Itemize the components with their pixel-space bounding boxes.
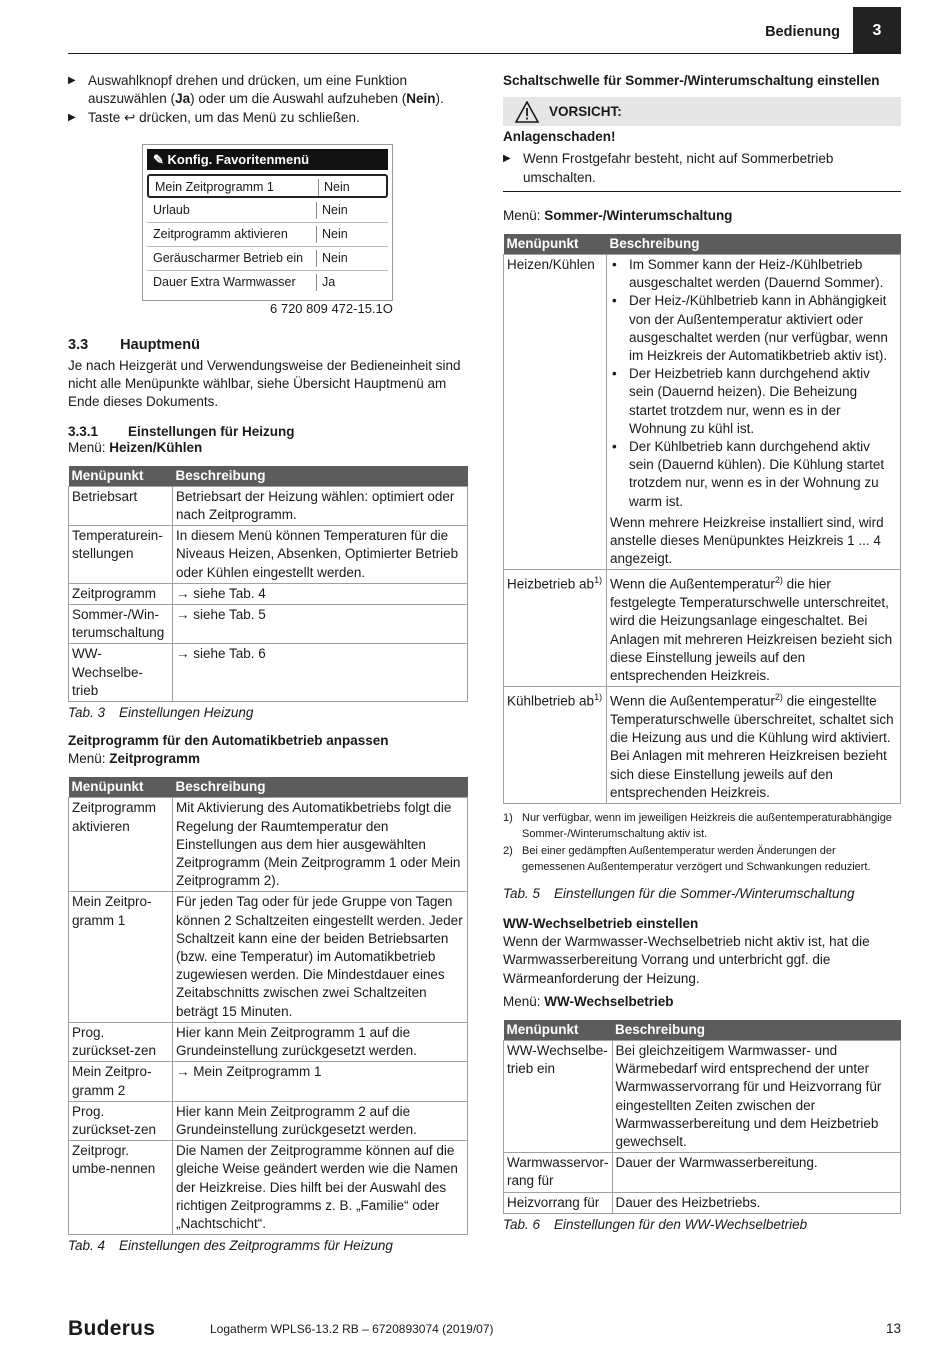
- table-row: Sommer-/Win-terumschaltung → siehe Tab. 5: [69, 605, 468, 644]
- table-5-footnotes: [503, 810, 901, 875]
- menu-path: Menü: Heizen/Kühlen: [68, 439, 203, 455]
- chapter-number-tab: 3: [853, 7, 901, 54]
- table-6-caption: Tab. 6 Einstellungen für den WW-Wechselbetrieb: [503, 1216, 808, 1232]
- table-row: Zeitprogramm → siehe Tab. 4: [69, 583, 468, 604]
- instruction-2: ▶ Taste ↩ drücken, um das Menü zu schließen.: [68, 109, 468, 127]
- caution-banner: [503, 97, 901, 126]
- table-row: Mein Zeitpro-gramm 1 Für jeden Tag oder für jede Gruppe von Tagen können 2 Schaltzeiten eingestellt werden. Jeder Schaltzeit kann eine der beiden Betriebsarten (bzw. eine Temperatur) im Automatikbetrieb zugewiesen werden. Die Mindestdauer eines Zeitabschnitts zwischen zwei Schaltzeiten beträgt 15 Minuten.: [69, 892, 468, 1022]
- menu-path: Menü: WW-Wechselbetrieb: [503, 993, 674, 1009]
- running-header-title: Bedienung: [765, 24, 840, 40]
- favorites-menu-screen: [142, 144, 393, 301]
- table-3-caption: Tab. 3 Einstellungen Heizung: [68, 705, 254, 721]
- screen-row: Urlaub Nein: [147, 199, 388, 223]
- schaltschwelle-heading: Schaltschwelle für Sommer-/Winterumschaltung einstellen: [503, 73, 880, 88]
- table-row: Heizen/Kühlen • Im Sommer kann der Heiz-/Kühlbetrieb ausgeschaltet werden (Dauernd Sommer). • Der Heiz-/Kühlbetrieb kann in Abhängigkeit von der Außentemperatur aktiviert oder ausgeschaltet werden (nur verfügbar, wenn im Heizkreis der Automatikbetrieb aktiv ist). • Der Heizbetrieb kann durchgehend aktiv sein (Dauernd heizen). Die Beheizung startet trotzdem nur, wenn es in der Wohnung zu kühl ist. • Der Kühlbetrieb kann durchgehend aktiv sein (Dauernd kühlen). Die Kühlung startet trotzdem nur, wenn es in der Wohnung zu warm ist. Wenn mehrere Heizkreise installiert sind, wird anstelle dieses Menüpunktes Heizkreis 1 ... 4 angezeigt.: [504, 255, 901, 570]
- footnote: 1) Nur verfügbar, wenn im jeweiligen Heizkreis die außentemperaturabhängige Sommer-/Winterumschaltung aktiv ist.: [503, 811, 892, 840]
- section-intro: Je nach Heizgerät und Verwendungsweise der Bedieneinheit sind nicht alle Menüpunkte wählbar, siehe Übersicht Hauptmenü am Ende dieses Dokuments.: [68, 358, 461, 410]
- table-4-caption: Tab. 4 Einstellungen des Zeitprogramms für Heizung: [68, 1238, 393, 1254]
- table-row: Betriebsart Betriebsart der Heizung wählen: optimiert oder nach Zeitprogramm.: [69, 486, 468, 525]
- table-4: Menüpunkt Beschreibung Zeitprogramm aktivieren Mit Aktivierung des Automatikbetriebs folgt die Regelung der Raumtemperatur den Einstellungen aus dem hier ausgewählten Zeitprogramm (Mein Zeitprogramm 1 oder Mein Zeitprogramm 2). Mein Zeitpro-gramm 1 Für jeden Tag oder für jede Gruppe von Tagen können 2 Schaltzeiten eingestellt werden. Jeder Schaltzeit kann eine der beiden Betriebsarten (bzw. eine Temperatur) im Automatikbetrieb zugewiesen werden. Die Mindestdauer eines Zeitabschnitts zwischen zwei Schaltzeiten beträgt 15 Minuten. Prog. zurückset-zen Hier kann Mein Zeitprogramm 1 auf die Grundeinstellung zurückgesetzt werden. Mein Zeitpro-gramm 2 → Mein Zeitprogramm 1 Prog. zurückset-zen Hier kann Mein Zeitprogramm 2 auf die Grundeinstellung zurückgesetzt werden. Zeitprogr. umbe-nennen Die Namen der Zeitprogramme können auf die gleiche Weise geändert werden wie die Namen der Heizkreise. Dies hilft bei der Auswahl des richtigen Zeitprogramms z. B. „Familie“ oder „Nachtschicht“.: [68, 777, 468, 1235]
- table-row: Temperaturein-stellungen In diesem Menü können Temperaturen für die Niveaus Heizen, Absenken, Optimierter Betrieb oder Kühlen eingestellt werden.: [69, 526, 468, 584]
- table-row: Prog. zurückset-zen Hier kann Mein Zeitprogramm 1 auf die Grundeinstellung zurückgesetzt werden.: [69, 1022, 468, 1061]
- warning-triangle-icon: [515, 101, 539, 123]
- screen-row: Dauer Extra Warmwasser Ja: [153, 275, 336, 289]
- menu-path: Menü: Zeitprogramm: [68, 751, 201, 767]
- table-row: Heizbetrieb $ab^{1)}$ Wenn die Außentemperatur$^{2)}$ die hier festgelegte Temperaturschwelle unterschreitet, wird die Heizungsanlage eingeschaltet. Bei Anlagen mit mehreren Heizkreisen bezieht sich diese Einstellung jeweils auf den entsprechenden Heizkreis.: [504, 570, 901, 687]
- section-heading-3-3: 3.3 Hauptmenü: [68, 337, 200, 353]
- table-5: Menüpunkt Beschreibung Heizen/Kühlen • Im Sommer kann der Heiz-/Kühlbetrieb ausgeschaltet werden (Dauernd Sommer). • Der Heiz-/Kühlbetrieb kann in Abhängigkeit von der Außentemperatur aktiviert oder ausgeschaltet werden (nur verfügbar, wenn im Heizkreis der Automatikbetrieb aktiv ist). • Der Heizbetrieb kann durchgehend aktiv sein (Dauernd heizen). Die Beheizung startet trotzdem nur, wenn es in der Wohnung zu kühl ist. • Der Kühlbetrieb kann durchgehend aktiv sein (Dauernd kühlen). Die Kühlung startet trotzdem nur, wenn es in der Wohnung zu warm ist. Wenn mehrere Heizkreise installiert sind, wird anstelle dieses Menüpunktes Heizkreis 1 ... 4 angezeigt. Heizbetrieb $ab^{1)}$ Wenn die Außentemperatur$^{2)}$ die hier festgelegte Temperaturschwelle unterschreitet, wird die Heizungsanlage eingeschaltet. Bei Anlagen mit mehreren Heizkreisen bezieht sich diese Einstellung jeweils auf den entsprechenden Heizkreis. Kühlbetrieb $ab^{1)}$ Wenn die Außentemperatur$^{2)}$ die eingestellte Temperaturschwelle überschreitet, schaltet sich die Heizung aus und die Kühlung wird aktiviert. Bei Anlagen mit mehreren Heizkreisen bezieht sich diese Einstellung jeweils auf den entsprechenden Heizkreis.: [503, 234, 901, 804]
- zeitprogramm-heading: Zeitprogramm für den Automatikbetrieb anpassen: [68, 733, 389, 749]
- table-row: Heizvorrang für Dauer des Heizbetriebs.: [504, 1192, 901, 1213]
- arrow-bullet-icon: ▶: [68, 75, 76, 86]
- back-key-icon: ↩: [124, 110, 136, 126]
- table-row: WW-Wechselbe-trieb ein Bei gleichzeitigem Warmwasser- und Wärmebedarf wird entsprechend der unter Warmwasservorrang für und Heizvorrang für eingestellten Zeiten zwischen der Warmwasserbereitung und dem Heizbetrieb gewechselt.: [504, 1040, 901, 1152]
- table-row: WW-Wechselbe-trieb → siehe Tab. 6: [69, 644, 468, 702]
- menu-path: Menü: Sommer-/Winterumschaltung: [503, 207, 733, 223]
- table-row: Mein Zeitpro-gramm 2 → Mein Zeitprogramm 1: [69, 1062, 468, 1101]
- caution-rule: [503, 191, 901, 192]
- wrench-icon: ✎: [153, 152, 164, 167]
- table-row: Warmwasservor-rang für Dauer der Warmwasserbereitung.: [504, 1153, 901, 1192]
- ww-heading: WW-Wechselbetrieb einstellen: [503, 915, 699, 931]
- bullet-list: • Im Sommer kann der Heiz-/Kühlbetrieb ausgeschaltet werden (Dauernd Sommer). • Der Heiz-/Kühlbetrieb kann in Abhängigkeit von der Außentemperatur aktiviert oder ausgeschaltet werden (nur verfügbar, wenn im Heizkreis der Automatikbetrieb aktiv ist). • Der Heizbetrieb kann durchgehend aktiv sein (Dauernd heizen). Die Beheizung startet trotzdem nur, wenn es in der Wohnung zu kühl ist. • Der Kühlbetrieb kann durchgehend aktiv sein (Dauernd kühlen). Die Kühlung startet trotzdem nur, wenn es in der Wohnung zu warm ist.: [610, 256, 897, 511]
- footer-document-id: Logatherm WPLS6-13.2 RB – 6720893074 (2019/07): [210, 1322, 494, 1336]
- instruction-1: ▶ Auswahlknopf drehen und drücken, um eine Funktion auszuwählen (Ja) oder um die Auswahl aufzuheben (Nein).: [68, 73, 444, 107]
- buderus-logo: Buderus: [68, 1317, 156, 1340]
- table-row: Kühlbetrieb $ab^{1)}$ Wenn die Außentemperatur$^{2)}$ die eingestellte Temperaturschwelle überschreitet, schaltet sich die Heizung aus und die Kühlung wird aktiviert. Bei Anlagen mit mehreren Heizkreisen bezieht sich diese Einstellung jeweils auf den entsprechenden Heizkreis.: [504, 687, 901, 804]
- caution-title: Anlagenschaden!: [503, 129, 616, 145]
- footnote: 2) Bei einer gedämpften Außentemperatur werden Änderungen der gemessenen Außentemperatur verzögert und Schwankungen reduziert.: [503, 844, 871, 873]
- screen-row: Zeitprogramm aktivieren Nein: [147, 223, 388, 247]
- caution-label: VORSICHT:: [549, 104, 622, 120]
- table-row: Zeitprogramm aktivieren Mit Aktivierung des Automatikbetriebs folgt die Regelung der Raumtemperatur den Einstellungen aus dem hier ausgewählten Zeitprogramm (Mein Zeitprogramm 1 oder Mein Zeitprogramm 2).: [69, 798, 468, 892]
- header-rule: [68, 53, 901, 54]
- ww-text: Wenn der Warmwasser-Wechselbetrieb nicht aktiv ist, hat die Warmwasserbereitung Vorrang und unterbricht ggf. die Wärmeanforderung der Heizung.: [503, 934, 870, 986]
- page-number: 13: [885, 1321, 901, 1336]
- screen-title: ✎ Konfig. Favoritenmenü: [147, 149, 388, 170]
- screen-row: Geräuscharmer Betrieb ein Nein: [147, 247, 388, 271]
- table-6: Menüpunkt Beschreibung WW-Wechselbe-trieb ein Bei gleichzeitigem Warmwasser- und Wärmebedarf wird entsprechend der unter Warmwasservorrang für und Heizvorrang für eingestellten Zeiten zwischen der Warmwasserbereitung und dem Heizbetrieb gewechselt. Warmwasservor-rang für Dauer der Warmwasserbereitung. Heizvorrang für Dauer des Heizbetriebs.: [503, 1020, 901, 1214]
- arrow-bullet-icon: ▶: [503, 153, 511, 165]
- section-heading-3-3-1: 3.3.1 Einstellungen für Heizung: [68, 423, 295, 439]
- table-5-caption: Tab. 5 Einstellungen für die Sommer-/Winterumschaltung: [503, 885, 855, 901]
- arrow-bullet-icon: ▶: [68, 112, 76, 124]
- table-row: Zeitprogr. umbe-nennen Die Namen der Zeitprogramme können auf die gleiche Weise geändert werden wie die Namen der Heizkreise. Dies hilft bei der Auswahl des richtigen Zeitprogramms z. B. „Familie“ oder „Nachtschicht“.: [69, 1141, 468, 1235]
- left-column: [68, 72, 468, 128]
- left-column-lower: [68, 337, 468, 1255]
- screen-row-selected: Mein Zeitprogramm 1 Nein: [147, 174, 388, 198]
- figure-reference: 6 720 809 472-15.1O: [270, 301, 393, 316]
- caution-instruction: ▶ Wenn Frostgefahr besteht, nicht auf Sommerbetrieb umschalten.: [503, 151, 834, 185]
- table-3: Menüpunkt Beschreibung Betriebsart Betriebsart der Heizung wählen: optimiert oder nach Zeitprogramm. Temperaturein-stellungen In diesem Menü können Temperaturen für die Niveaus Heizen, Absenken, Optimierter Betrieb oder Kühlen eingestellt werden. Zeitprogramm → siehe Tab. 4 Sommer-/Win-terumschaltung → siehe Tab. 5 WW-Wechselbe-trieb → siehe Tab. 6: [68, 466, 468, 702]
- table-row: Prog. zurückset-zen Hier kann Mein Zeitprogramm 2 auf die Grundeinstellung zurückgesetzt werden.: [69, 1101, 468, 1140]
- right-column: [503, 72, 901, 1234]
